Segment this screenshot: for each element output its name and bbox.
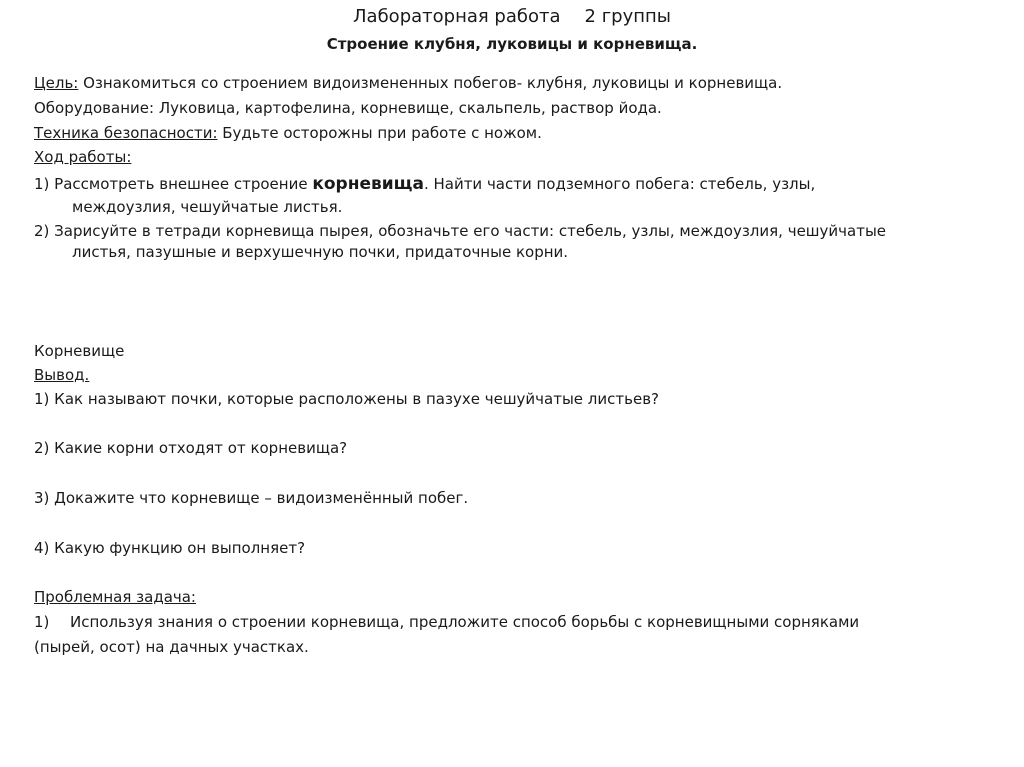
drawing-caption: Корневище: [34, 342, 125, 360]
equipment-label: Оборудование:: [34, 99, 155, 117]
goal-text: Ознакомиться со строением видоизмененных побегов- клубня, луковицы и корневища.: [78, 74, 783, 92]
goal-line: [34, 73, 782, 93]
problem-line-2: (пырей, осот) на дачных участках.: [34, 638, 309, 656]
safety-text: Будьте осторожны при работе с ножом.: [217, 124, 542, 142]
step-2-line-2: листья, пазушные и верхушечную почки, придаточные корни.: [72, 243, 569, 261]
title-group: 2 группы: [584, 6, 671, 27]
question-3: 3) Докажите что корневище – видоизменённый побег.: [34, 489, 469, 507]
step-1-continuation: междоузлия, чешуйчатые листья.: [72, 198, 343, 216]
safety-line: [34, 123, 542, 143]
equipment-line: [34, 98, 662, 118]
problem-number: 1): [34, 613, 50, 631]
step-1-suffix: . Найти части подземного побега: стебель, узлы,: [423, 175, 816, 193]
step-1-keyword: корневища: [312, 174, 424, 194]
goal-label: Цель:: [34, 74, 79, 92]
step-1: [34, 174, 815, 194]
title-main: Лабораторная работа: [353, 6, 561, 27]
page-title: [0, 7, 1024, 27]
conclusion-heading: Вывод.: [34, 366, 90, 384]
problem-text-1: Используя знания о строении корневища, предложите способ борьбы с корневищными сорняками: [70, 613, 860, 631]
question-4: 4) Какую функцию он выполняет?: [34, 539, 306, 557]
step-1-prefix: 1) Рассмотреть внешнее строение: [34, 175, 313, 193]
question-2: 2) Какие корни отходят от корневища?: [34, 439, 348, 457]
procedure-heading: Ход работы:: [34, 148, 132, 166]
problem-heading: Проблемная задача:: [34, 588, 196, 606]
page-subtitle: Строение клубня, луковицы и корневища.: [326, 35, 698, 53]
problem-line-1: [34, 612, 859, 632]
question-1: 1) Как называют почки, которые расположены в пазухе чешуйчатые листьев?: [34, 390, 659, 408]
equipment-text: Луковица, картофелина, корневище, скальпель, раствор йода.: [154, 99, 662, 117]
safety-label: Техника безопасности:: [34, 124, 218, 142]
step-2-line-1: 2) Зарисуйте в тетради корневища пырея, обозначьте его части: стебель, узлы, междоузлия, чешуйчатые: [34, 222, 887, 240]
